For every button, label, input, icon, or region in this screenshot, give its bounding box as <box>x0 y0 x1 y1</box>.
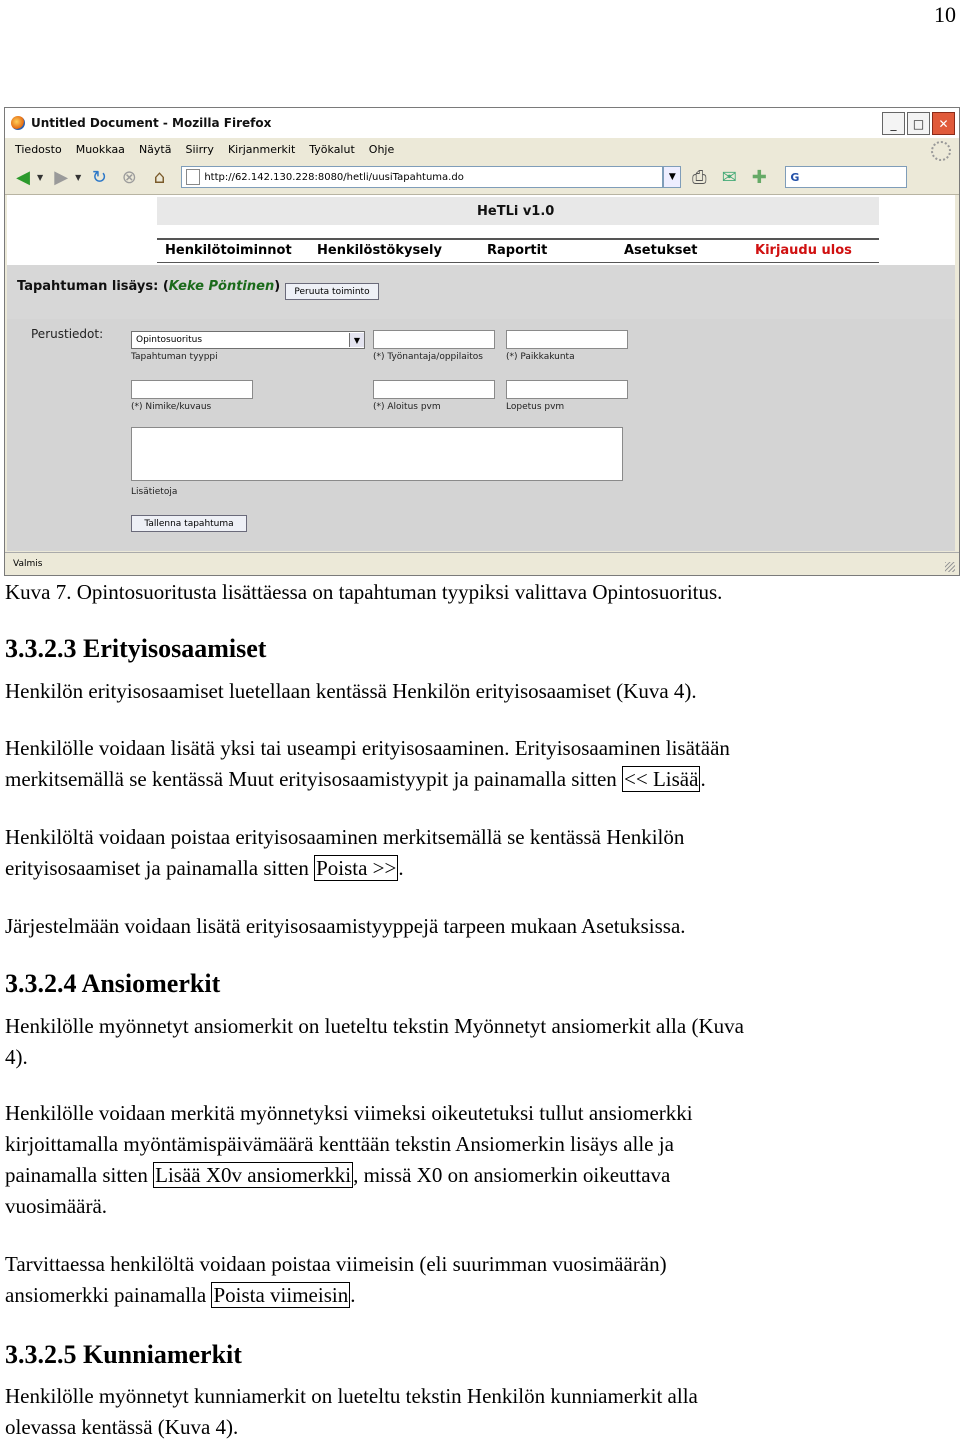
page-icon <box>186 169 200 185</box>
back-arrow-icon[interactable]: ◀ <box>16 166 30 188</box>
app-nav <box>157 238 879 263</box>
page-heading-text: Tapahtuman lisäys: ( <box>17 279 169 294</box>
menu-file[interactable]: Tiedosto <box>15 142 62 156</box>
heading-kunniamerkit: 3.3.2.5 Kunniamerkit <box>5 1340 242 1369</box>
lisaa-ansiomerkki-button-ref: Lisää X0v ansiomerkki <box>155 1163 352 1187</box>
paragraph-7-text: ansiomerkki painamalla <box>5 1283 212 1307</box>
municipality-label: (*) Paikkakunta <box>506 352 575 362</box>
paragraph-3 <box>5 822 950 884</box>
close-icon[interactable]: ✕ <box>932 112 955 135</box>
google-icon: G <box>790 170 800 184</box>
paragraph-7 <box>5 1249 950 1311</box>
name-field[interactable] <box>131 380 253 399</box>
save-button[interactable]: Tallenna tapahtuma <box>131 515 247 532</box>
paragraph-3-text: erityisosaamiset ja painamalla sitten <box>5 856 315 880</box>
window-titlebar <box>5 108 959 138</box>
event-type-label: Tapahtuman tyyppi <box>131 352 218 362</box>
nav-toolbar <box>5 160 959 195</box>
form-area <box>7 319 955 551</box>
chevron-down-icon[interactable]: ▼ <box>349 333 364 347</box>
app-title: HeTLi v1.0 <box>477 204 555 219</box>
end-date-label: Lopetus pvm <box>506 402 565 412</box>
firefox-icon <box>11 116 25 130</box>
end-date-field[interactable] <box>506 380 628 399</box>
mail-icon[interactable]: ✉ <box>721 166 737 188</box>
status-text: Valmis <box>13 559 43 569</box>
nav-asetukset[interactable]: Asetukset <box>624 243 698 258</box>
paragraph-3-line-1: Henkilöltä voidaan poistaa erityisosaaminen merkitsemällä se kentässä Henkilön <box>5 825 685 849</box>
start-date-label: (*) Aloitus pvm <box>373 402 441 412</box>
paragraph-8 <box>5 1381 950 1443</box>
paragraph-7-end: . <box>350 1283 356 1307</box>
poista-viimeisin-button-ref: Poista viimeisin <box>213 1283 349 1307</box>
minimize-icon[interactable]: _ <box>882 112 905 135</box>
paragraph-6-line-4: vuosimäärä. <box>5 1194 108 1218</box>
home-icon[interactable]: ⌂ <box>153 166 166 188</box>
paragraph-6-line-3 <box>5 1160 950 1191</box>
paragraph-6-text-end: , missä X0 on ansiomerkin oikeuttava <box>353 1163 671 1187</box>
paragraph-1: Henkilön erityisosaamiset luetellaan kentässä Henkilön erityisosaamiset (Kuva 4). <box>5 679 697 703</box>
paragraph-2-end: . <box>700 767 706 791</box>
status-bar <box>5 552 959 575</box>
paragraph-3-end: . <box>398 856 404 880</box>
menu-view[interactable]: Näytä <box>138 142 172 156</box>
figure-caption: Kuva 7. Opintosuoritusta lisättäessa on tapahtuman tyypiksi valittava Opintosuoritus. <box>5 580 723 604</box>
throbber-icon <box>931 141 951 161</box>
print-icon[interactable]: ⎙ <box>692 166 707 188</box>
menu-edit[interactable]: Muokkaa <box>75 142 125 156</box>
paragraph-6-line-2: kirjoittamalla myöntämispäivämäärä kenttään tekstin Ansiomerkin lisäys alle ja <box>5 1132 674 1156</box>
section-label: Perustiedot: <box>31 327 104 341</box>
paragraph-6 <box>5 1098 950 1222</box>
resize-grip-icon[interactable] <box>945 562 955 572</box>
start-date-field[interactable] <box>373 380 495 399</box>
page-heading <box>17 279 280 294</box>
paragraph-5-line-1: Henkilölle myönnetyt ansiomerkit on lueteltu tekstin Myönnetyt ansiomerkit alla (Kuva <box>5 1014 744 1038</box>
event-type-select[interactable] <box>131 331 365 349</box>
heading-ansiomerkit: 3.3.2.4 Ansiomerkit <box>5 969 221 998</box>
extra-info-label: Lisätietoja <box>131 487 178 497</box>
cancel-button[interactable]: Peruuta toiminto <box>285 283 379 300</box>
paragraph-6-text: painamalla sitten <box>5 1163 154 1187</box>
nav-raportit[interactable]: Raportit <box>487 243 548 258</box>
dropdown-icon[interactable]: ▼ <box>37 172 44 182</box>
paragraph-7-line-2 <box>5 1280 950 1311</box>
menu-tools[interactable]: Työkalut <box>309 142 355 156</box>
forward-arrow-icon[interactable]: ▶ <box>54 166 69 188</box>
paragraph-2-line-1: Henkilölle voidaan lisätä yksi tai useampi erityisosaaminen. Erityisosaaminen lisätään <box>5 736 730 760</box>
browser-screenshot <box>4 107 960 576</box>
extension-icon[interactable]: ✚ <box>751 166 767 188</box>
paragraph-2-line-2 <box>5 764 950 795</box>
paragraph-4: Järjestelmään voidaan lisätä erityisosaamistyyppejä tarpeen mukaan Asetuksissa. <box>5 914 686 938</box>
app-header <box>157 197 879 225</box>
page-content <box>7 195 955 551</box>
nav-logout[interactable]: Kirjaudu ulos <box>755 243 852 258</box>
window-title: Untitled Document - Mozilla Firefox <box>31 116 272 130</box>
municipality-field[interactable] <box>506 330 628 349</box>
employer-label: (*) Työnantaja/oppilaitos <box>373 352 483 362</box>
paragraph-8-line-1: Henkilölle myönnetyt kunniamerkit on lueteltu tekstin Henkilön kunniamerkit alla <box>5 1384 698 1408</box>
menu-bar <box>5 138 959 160</box>
name-label: (*) Nimike/kuvaus <box>131 402 212 412</box>
paragraph-5-line-2: 4). <box>5 1045 28 1069</box>
paragraph-6-line-1: Henkilölle voidaan merkitä myönnetyksi viimeksi oikeutetuksi tullut ansiomerkki <box>5 1101 693 1125</box>
menu-help[interactable]: Ohje <box>368 142 395 156</box>
reload-icon[interactable]: ↻ <box>91 166 107 188</box>
search-box[interactable] <box>785 166 907 188</box>
paragraph-8-line-2: olevassa kentässä (Kuva 4). <box>5 1415 239 1439</box>
employer-field[interactable] <box>373 330 495 349</box>
url-text: http://62.142.130.228:8080/hetli/uusiTapahtuma.do <box>204 171 464 183</box>
nav-henkilostokysely[interactable]: Henkilöstökysely <box>317 243 442 258</box>
page-number: 10 <box>934 2 956 27</box>
paragraph-2 <box>5 733 950 795</box>
heading-erityisosaamiset: 3.3.2.3 Erityisosaamiset <box>5 634 267 663</box>
page-heading-end: ) <box>274 279 281 294</box>
stop-icon[interactable]: ⊗ <box>121 166 137 188</box>
paragraph-2-text: merkitsemällä se kentässä Muut erityisosaamistyypit ja painamalla sitten <box>5 767 623 791</box>
extra-info-textarea[interactable] <box>131 427 623 481</box>
url-bar[interactable] <box>181 166 663 188</box>
poista-button-ref: Poista >> <box>316 856 397 880</box>
url-dropdown-icon[interactable]: ▼ <box>663 166 681 188</box>
event-type-value: Opintosuoritus <box>136 335 203 345</box>
dropdown-icon[interactable]: ▼ <box>75 172 82 182</box>
paragraph-5 <box>5 1011 950 1073</box>
menu-go[interactable]: Siirry <box>185 142 214 156</box>
menu-bookmarks[interactable]: Kirjanmerkit <box>227 142 296 156</box>
paragraph-3-line-2 <box>5 853 950 884</box>
user-name: Keke Pöntinen <box>168 279 275 294</box>
lisaa-button-ref: << Lisää <box>624 767 699 791</box>
nav-henkilotoiminnot[interactable]: Henkilötoiminnot <box>165 243 292 258</box>
maximize-icon[interactable]: □ <box>907 112 930 135</box>
paragraph-7-line-1: Tarvittaessa henkilöltä voidaan poistaa viimeisin (eli suurimman vuosimäärän) <box>5 1252 667 1276</box>
